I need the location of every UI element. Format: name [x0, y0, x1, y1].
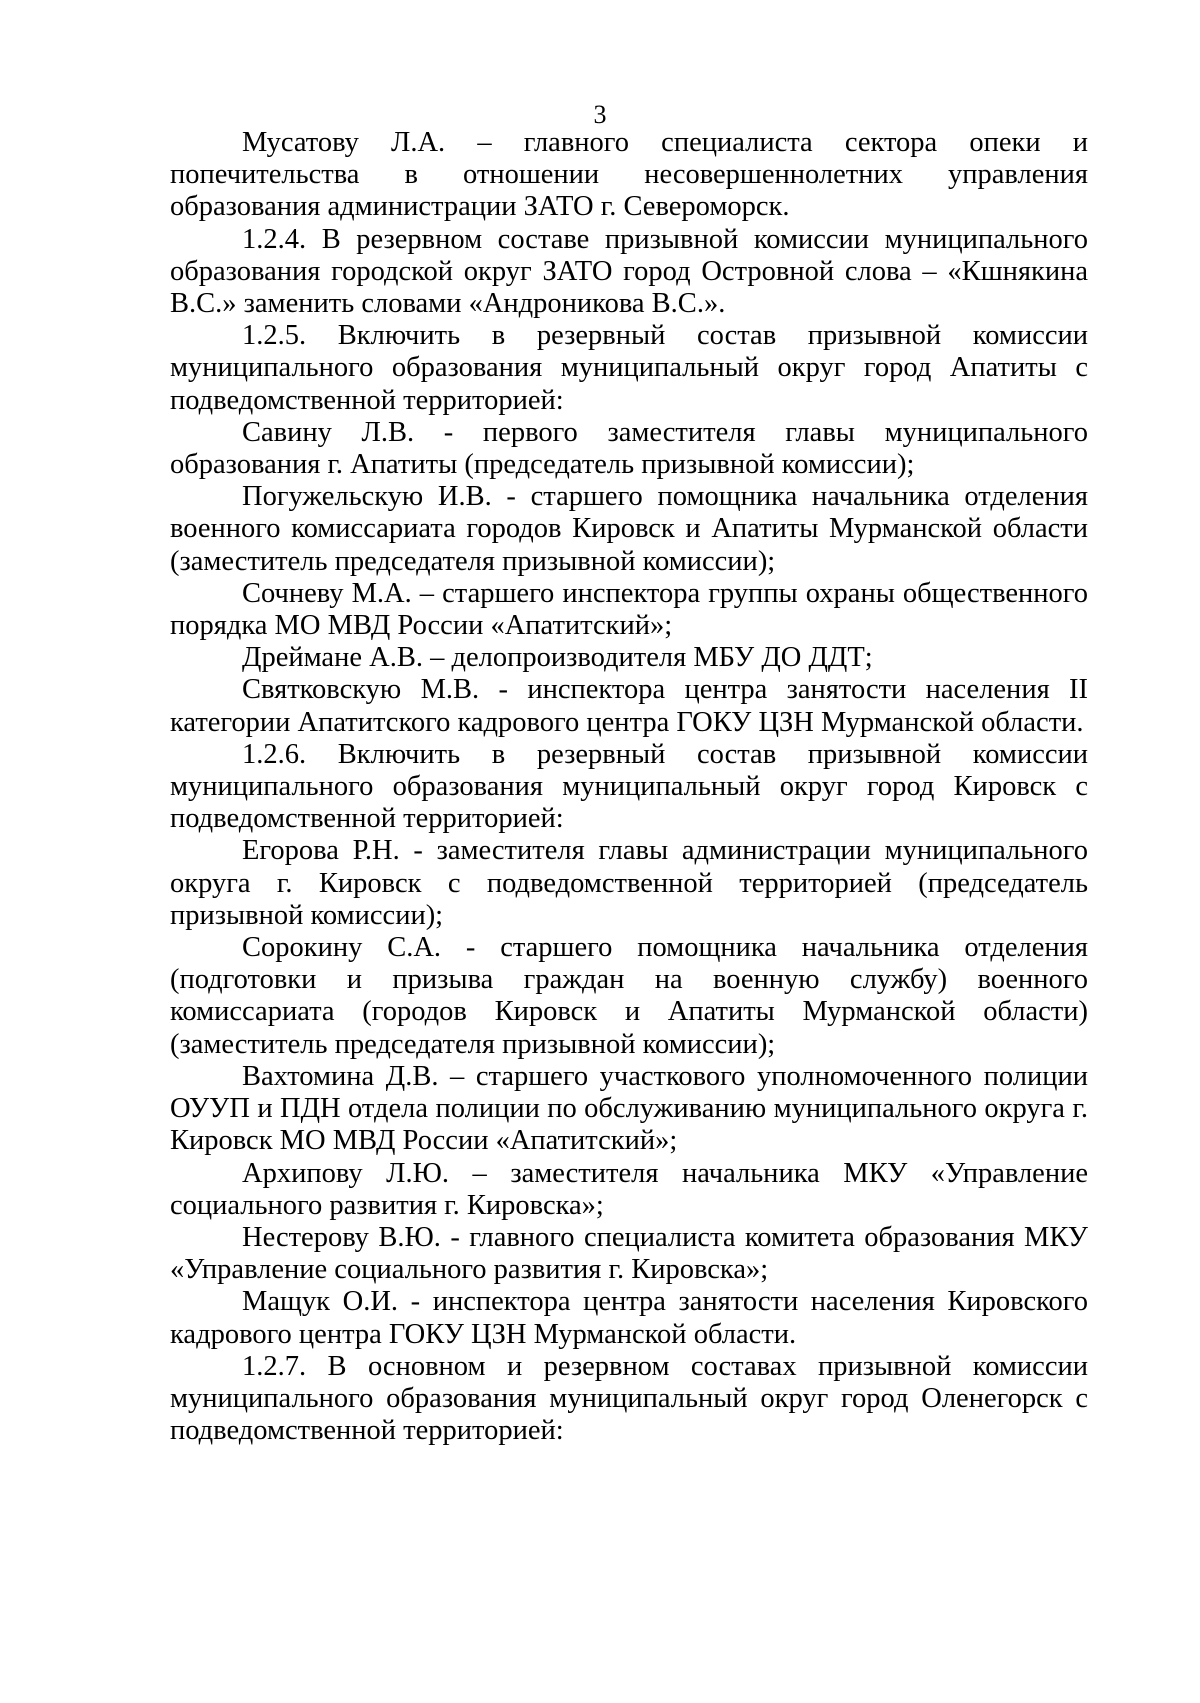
- paragraph-dreimane: Дреймане А.В. – делопроизводителя МБУ ДО ДДТ;: [242, 642, 873, 674]
- paragraph-1-2-6: 1.2.6. Включить в резервный состав призывной комиссии муниципального образования муниципальный округ город Кировск с подведомственной территорией:: [170, 738, 1088, 835]
- document-body: [170, 127, 1088, 1447]
- paragraph-pogužel-skaya: Погужельскую И.В. - старшего помощника начальника отделения военного комиссариата городов Кировск и Апатиты Мурманской области (заместитель председателя призывной комиссии);: [170, 481, 1088, 577]
- paragraph-1-2-7: 1.2.7. В основном и резервном составах призывной комиссии муниципального образования муниципальный округ город Оленегорск с подведомственной территорией:: [170, 1350, 1088, 1447]
- page-number: 3: [593, 100, 607, 129]
- paragraph-1-2-5: 1.2.5. Включить в резервный состав призывной комиссии муниципального образования муниципальный округ город Апатиты с подведомственной территорией:: [170, 320, 1088, 416]
- paragraph-savina: Савину Л.В. - первого заместителя главы муниципального образования г. Апатиты (председатель призывной комиссии);: [170, 416, 1088, 481]
- paragraph-nesterova: Нестерову В.Ю. - главного специалиста комитета образования МКУ «Управление социального развития г. Кировска»;: [170, 1221, 1088, 1286]
- paragraph-egorov: Егорова Р.Н. - заместителя главы администрации муниципального округа г. Кировск с подведомственной территорией (председатель призывной комиссии);: [170, 835, 1088, 931]
- paragraph-arkhipova: Архипову Л.Ю. – заместителя начальника МКУ «Управление социального развития г. Кировска»;: [170, 1157, 1088, 1221]
- paragraph-mashchuk: Мащук О.И. - инспектора центра занятости населения Кировского кадрового центра ГОКУ ЦЗН Мурманской области.: [170, 1286, 1088, 1350]
- paragraph-1-2-4: 1.2.4. В резервном составе призывной комиссии муниципального образования городской округ ЗАТО город Островной слова – «Кшнякина В.С.» заменить словами «Андроникова В.С.».: [170, 223, 1088, 320]
- paragraph-svyatkovskaya: Святковскую М.В. - инспектора центра занятости населения II категории Апатитского кадрового центра ГОКУ ЦЗН Мурманской области.: [170, 674, 1088, 738]
- paragraph-sorokina: Сорокину С.А. - старшего помощника начальника отделения (подготовки и призыва граждан на военную службу) военного комиссариата (городов Кировск и Апатиты Мурманской области) (заместитель председателя призывной комиссии);: [170, 932, 1088, 1060]
- paragraph-musatova: Мусатову Л.А. – главного специалиста сектора опеки и попечительства в отношении несовершеннолетних управления образования администрации ЗАТО г. Североморск.: [170, 127, 1088, 223]
- paragraph-vakhtomin: Вахтомина Д.В. – старшего участкового уполномоченного полиции ОУУП и ПДН отдела полиции по обслуживанию муниципального округа г. Кировск МО МВД России «Апатитский»;: [170, 1060, 1088, 1157]
- paragraph-sochneva: Сочневу М.А. – старшего инспектора группы охраны общественного порядка МО МВД России «Апатитский»;: [170, 577, 1088, 642]
